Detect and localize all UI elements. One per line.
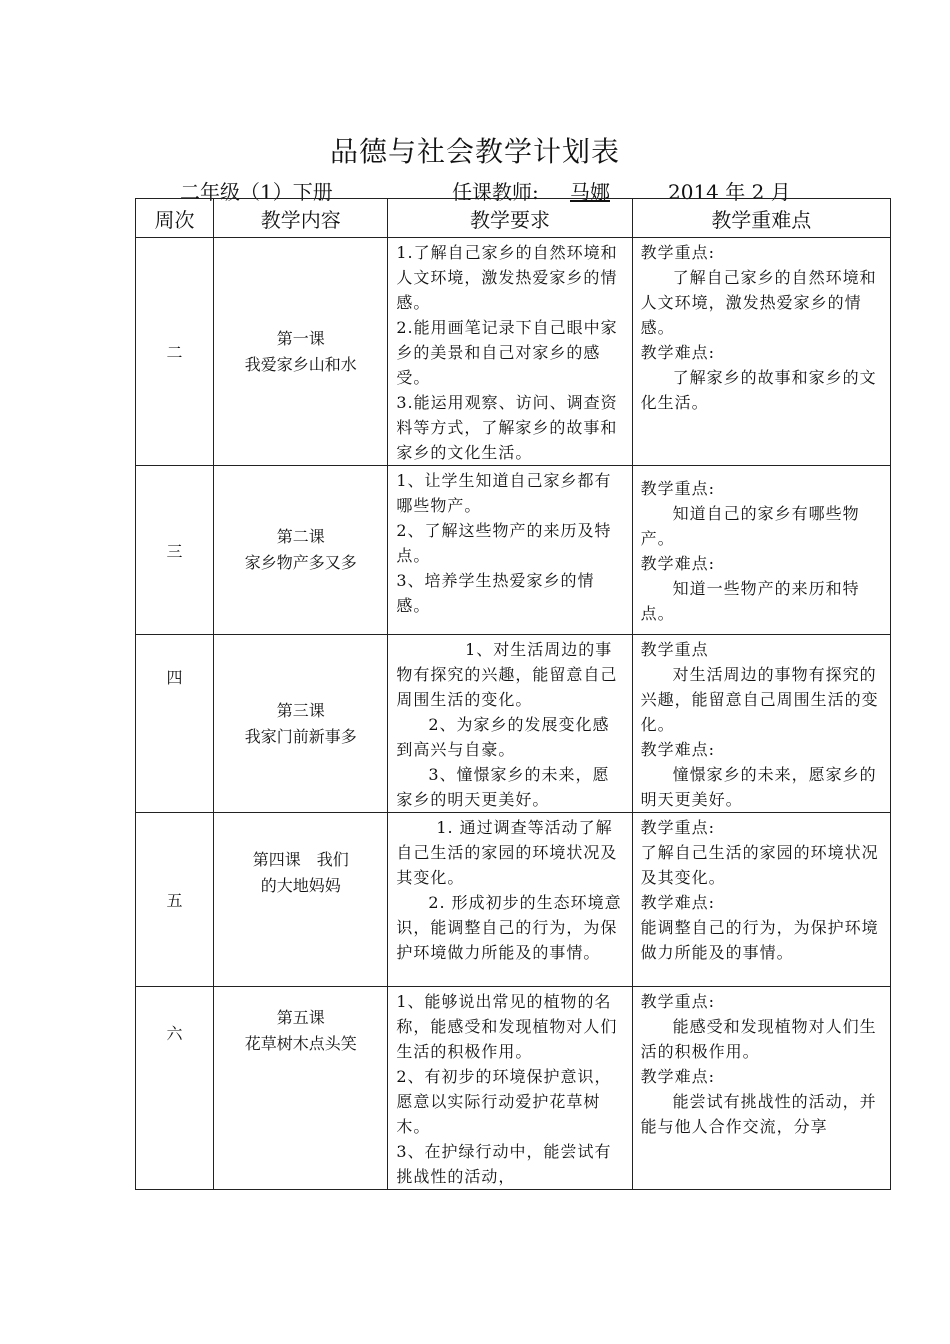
page-title: 品德与社会教学计划表 <box>329 135 620 168</box>
key-label: 教学重点: <box>640 479 716 498</box>
teacher-name: 马娜 <box>570 180 610 204</box>
date-label: 2014 年 2 月 <box>668 180 791 204</box>
requirement-item: 1.了解自己家乡的自然环境和人文环境，激发热爱家乡的情感。 <box>396 243 618 312</box>
lesson-topic: 我家门前新事多 <box>244 726 357 746</box>
week-cell: 四 <box>136 635 214 813</box>
key-points-cell <box>632 635 890 813</box>
lesson-number: 第四课 我们 <box>252 850 349 869</box>
requirement-item: 1、让学生知道自己家乡都有哪些物产。 <box>396 471 612 515</box>
header-key-points: 教学重难点 <box>632 199 890 238</box>
table-row <box>136 466 891 635</box>
difficulty-label: 教学难点: <box>640 1067 716 1086</box>
key-text: 了解自己生活的家园的环境状况及其变化。 <box>640 843 879 887</box>
subtitle-line <box>0 176 950 204</box>
key-points-cell <box>632 466 890 635</box>
key-text: 对生活周边的事物有探究的兴趣，能留意自己周围生活的变化。 <box>640 665 879 734</box>
requirement-item: 1. 通过调查等活动了解自己生活的家园的环境状况及其变化。 <box>396 818 618 887</box>
lesson-topic: 我爱家乡山和水 <box>244 354 357 374</box>
lesson-topic: 花草树木点头笑 <box>244 1034 357 1053</box>
requirement-item: 3、在护绿行动中，能尝试有挑战性的活动， <box>396 1142 612 1186</box>
header-content: 教学内容 <box>214 199 388 238</box>
requirement-item: 2、了解这些物产的来历及特点。 <box>396 521 612 565</box>
lesson-number: 第三课 <box>276 700 325 720</box>
content-cell <box>214 466 388 635</box>
requirements-cell <box>388 813 632 987</box>
requirements-cell <box>388 635 632 813</box>
key-text: 了解自己家乡的自然环境和人文环境，激发热爱家乡的情感。 <box>640 268 877 337</box>
content-cell <box>214 635 388 813</box>
lesson-number: 第二课 <box>276 527 325 546</box>
lesson-topic: 家乡物产多又多 <box>244 553 357 572</box>
key-points-cell <box>632 238 890 466</box>
table-row <box>136 635 891 813</box>
lesson-number: 第五课 <box>276 1008 325 1027</box>
key-text: 知道自己的家乡有哪些物产。 <box>640 504 860 548</box>
requirement-item: 1、能够说出常见的植物的名称，能感受和发现植物对人们生活的积极作用。 <box>396 992 618 1061</box>
difficulty-label: 教学难点: <box>640 343 716 362</box>
key-points-cell <box>632 987 890 1190</box>
table-row <box>136 987 891 1190</box>
teacher-label: 任课教师: <box>452 180 539 204</box>
key-label: 教学重点 <box>640 640 709 659</box>
requirement-item: 1、对生活周边的事物有探究的兴趣，能留意自己周围生活的变化。 <box>396 640 618 709</box>
difficulty-text: 知道一些物产的来历和特点。 <box>640 579 860 623</box>
key-label: 教学重点: <box>640 992 716 1011</box>
requirement-item: 3.能运用观察、访问、调查资料等方式，了解家乡的故事和家乡的文化生活。 <box>396 393 618 462</box>
difficulty-label: 教学难点: <box>640 740 716 759</box>
requirement-item: 2. 形成初步的生态环境意识，能调整自己的行为，为保护环境做力所能及的事情。 <box>396 893 622 962</box>
teaching-plan-table <box>135 198 891 1190</box>
difficulty-label: 教学难点: <box>640 893 716 912</box>
content-cell <box>214 238 388 466</box>
difficulty-label: 教学难点: <box>640 554 716 573</box>
requirement-item: 3、憧憬家乡的未来，愿家乡的明天更美好。 <box>396 765 610 809</box>
difficulty-text: 能调整自己的行为，为保护环境做力所能及的事情。 <box>640 918 879 962</box>
content-cell <box>214 813 388 987</box>
week-cell: 二 <box>136 238 214 466</box>
requirement-item: 2、为家乡的发展变化感到高兴与自豪。 <box>396 715 610 759</box>
requirement-item: 2、有初步的环境保护意识，愿意以实际行动爱护花草树木。 <box>396 1067 612 1136</box>
lesson-number: 第一课 <box>276 328 325 348</box>
key-points-cell <box>632 813 890 987</box>
week-cell: 六 <box>136 987 214 1190</box>
week-cell: 五 <box>136 813 214 987</box>
header-week: 周次 <box>136 199 214 238</box>
difficulty-text: 能尝试有挑战性的活动，并能与他人合作交流，分享 <box>640 1092 877 1136</box>
requirements-cell <box>388 238 632 466</box>
week-cell: 三 <box>136 466 214 635</box>
requirements-cell <box>388 466 632 635</box>
requirement-item: 3、培养学生热爱家乡的情感。 <box>396 571 595 615</box>
difficulty-text: 了解家乡的故事和家乡的文化生活。 <box>640 368 877 412</box>
table-header-row <box>136 199 891 238</box>
header-requirements: 教学要求 <box>388 199 632 238</box>
table-row <box>136 238 891 466</box>
content-cell <box>214 987 388 1190</box>
key-label: 教学重点: <box>640 243 716 262</box>
table-row <box>136 813 891 987</box>
difficulty-text: 憧憬家乡的未来，愿家乡的明天更美好。 <box>640 765 877 809</box>
requirements-cell <box>388 987 632 1190</box>
lesson-topic: 的大地妈妈 <box>260 876 341 895</box>
key-label: 教学重点: <box>640 818 716 837</box>
key-text: 能感受和发现植物对人们生活的积极作用。 <box>640 1017 877 1061</box>
grade-label: 二年级（1）下册 <box>180 180 333 204</box>
requirement-item: 2.能用画笔记录下自己眼中家乡的美景和自己对家乡的感受。 <box>396 318 618 387</box>
